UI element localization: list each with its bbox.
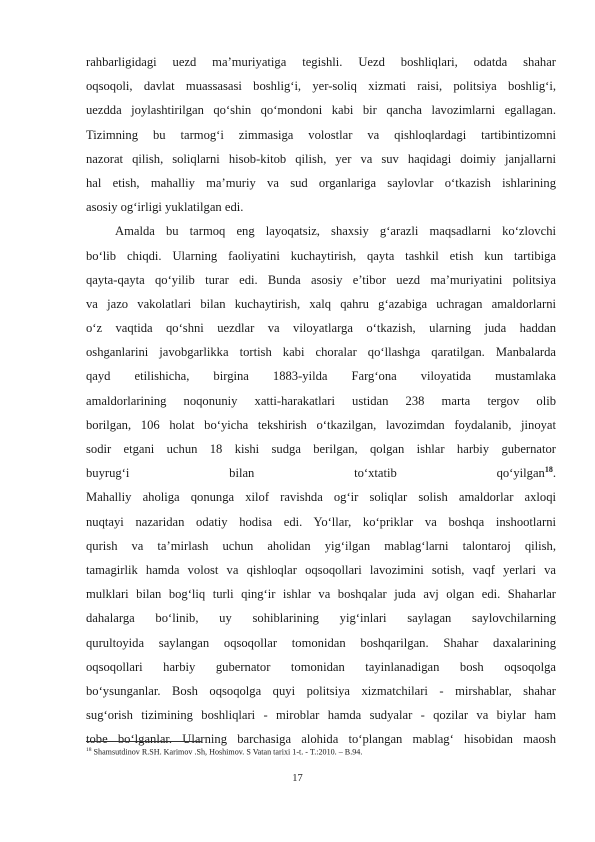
text-line: Mahalliy aholiga qonunga xilof ravishda og‘ir soliqlar solish amaldorlar axloqi xyxy=(86,490,556,505)
text-line: sug‘orish tizimining boshliqlari - miroblar hamda sudyalar - qozilar va biylar ham xyxy=(86,708,556,723)
text-line: qurish va ta’mirlash uchun aholidan yig‘ilgan mablag‘larni talontaroj qilish, xyxy=(86,538,556,553)
text-line: rahbarligidagi uezd ma’muriyatiga tegishli. Uezd boshliqlari, odatda shahar xyxy=(86,55,556,69)
text-line-content: buyrug‘i bilan to‘xtatib qo‘yilgan xyxy=(86,466,545,481)
text-line: hal etish, mahalliy ma’muriy va sud organlariga saylovlar o‘tkazish ishlarining xyxy=(86,175,556,190)
text-line: Amalda bu tarmoq eng layoqatsiz, shaxsiy g‘arazli maqsadlarni ko‘zlovchi xyxy=(115,224,556,239)
footnote xyxy=(86,745,556,758)
text-line: borilgan, 106 holat bo‘yicha tekshirish o‘tkazilgan, lavozimdan foydalanib, jinoyat xyxy=(86,417,556,432)
text-line: nuqtayi nazaridan odatiy hodisa edi. Yo‘llar, ko‘priklar va boshqa inshootlarni xyxy=(86,514,556,529)
text-line: oqsoqoli, davlat muassasasi boshlig‘i, yer-soliq xizmati raisi, politsiya boshlig‘i, xyxy=(86,79,556,94)
body-text xyxy=(86,50,556,751)
text-line: amaldorlarining noqonuniy xatti-harakatlari ustidan 238 marta tergov olib xyxy=(86,393,556,408)
text-line: tobe bo‘lganlar. Ularning barchasiga alohida to‘plangan mablag‘ hisobidan maosh xyxy=(86,732,556,747)
text-line: oshganlarini javobgarlikka tortish kabi choralar qo‘llashga qaratilgan. Manbalarda xyxy=(86,345,556,360)
text-line: dahalarga bo‘linib, uy sohiblarining yig‘inlari saylagan saylovchilarning xyxy=(86,611,556,626)
text-line: bo‘ysunganlar. Bosh oqsoqolga quyi politsiya xizmatchilari - mirshablar, shahar xyxy=(86,683,556,698)
text-line: qayta-qayta qo‘yilib turar edi. Bunda asosiy e’tibor uezd ma’muriyatini politsiya xyxy=(86,272,556,287)
page-number: 17 xyxy=(292,773,303,784)
text-line: oqsoqollari harbiy gubernator tomonidan tayinlanadigan bosh oqsoqolga xyxy=(86,659,556,674)
footnote-marker-period: . xyxy=(552,466,556,481)
text-line: sodir etgani uchun 18 kishi sudga berilgan, qolgan ishlar harbiy gubernator xyxy=(86,442,556,456)
text-line: mulklari bilan bog‘liq turli qing‘ir ishlar va boshqalar juda avj olgan edi. Shaharlar xyxy=(86,587,556,602)
text-line: uezdda joylashtirilgan qo‘shin qo‘mondoni kabi bir qancha lavozimlarni egallagan. xyxy=(86,103,556,118)
text-line: Tizimning bu tarmog‘i zimmasiga volostlar va qishloqlardagi tartibintizomni xyxy=(86,127,556,142)
text-line-with-footnote xyxy=(86,461,556,485)
footnote-marker: 18 xyxy=(544,465,553,474)
footnote-text: Shamsutdinov R.SH. Karimov .Sh, Hoshimov. S Vatan tarixi 1-t. - T.:2010. – B.94. xyxy=(91,747,363,757)
text-line: asosiy og‘irligi yuklatilgan edi. xyxy=(86,200,244,215)
text-line: o‘z vaqtida qo‘shni uezdlar va viloyatlarga o‘tkazish, ularning juda haddan xyxy=(86,321,556,336)
text-line: tamagirlik hamda volost va qishloqlar oqsoqollari lavozimini sotish, vaqf yerlari va xyxy=(86,562,556,577)
text-line: qurultoyida saylangan oqsoqollar tomonidan boshqarilgan. Shahar daxalarining xyxy=(86,635,556,650)
text-line: qayd etilishicha, birgina 1883-yilda Farg‘ona viloyatida mustamlaka xyxy=(86,369,556,384)
footnote-number: 18 xyxy=(86,747,92,753)
text-line: nazorat qilish, soliqlarni hisob-kitob qilish, yer va suv haqidagi doimiy janjallarni xyxy=(86,151,556,166)
text-line: bo‘lib chiqdi. Ularning faoliyatini kuchaytirish, qayta tashkil etish kun tartibiga xyxy=(86,248,556,263)
footnote-divider xyxy=(86,741,202,742)
text-line: va jazo vakolatlari bilan kuchaytirish, xalq qahru g‘azabiga uchragan amaldorlarni xyxy=(86,296,556,311)
